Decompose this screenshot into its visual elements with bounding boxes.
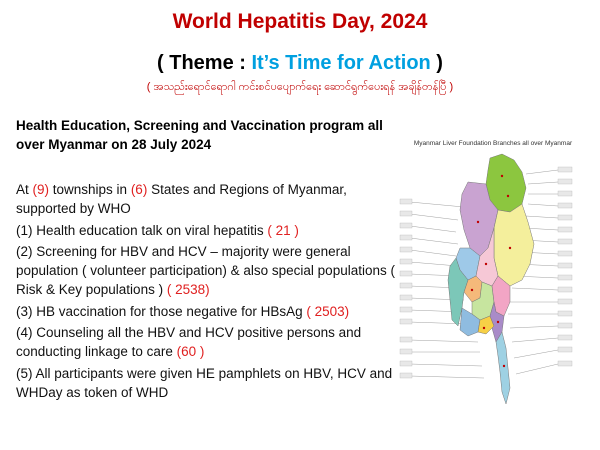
- map-regions: [448, 154, 534, 404]
- activity-item: [16, 221, 398, 240]
- activity-count: (60 ): [176, 344, 205, 359]
- activity-item: [16, 364, 398, 402]
- activity-count: ( 21 ): [267, 222, 299, 238]
- map-label-boxes-left: [400, 199, 412, 378]
- myanmar-map-graphic: [398, 152, 588, 417]
- activity-text: (3) HB vaccination for those negative for HBsAg: [16, 303, 307, 319]
- theme-translation: ( အသည်းရောင်ရောဂါ ကင်းစင်ပပျောက်ရေး ဆောင်ရွက်ပေးရန် အချိန်တန်ပြီ ): [146, 81, 454, 93]
- map-label-boxes-right: [558, 167, 572, 366]
- intro-text-b: townships in: [49, 182, 131, 197]
- page-title: World Hepatitis Day, 2024: [172, 10, 428, 33]
- activity-text: (1) Health education talk on viral hepatitis: [16, 222, 268, 238]
- activity-item: [16, 323, 398, 361]
- activity-item: [16, 302, 398, 321]
- intro-text-c: States and Regions of Myanmar, supported by WHO: [16, 182, 347, 216]
- myanmar-branches-map: [398, 140, 588, 415]
- theme-open: ( Theme :: [157, 52, 252, 74]
- states-count: (6): [130, 182, 148, 197]
- theme-close: ): [430, 52, 443, 74]
- activity-text: (2) Screening for HBV and HCV – majority were general population ( volunteer participation) & also special populations ( Risk & Key populations ): [16, 244, 395, 297]
- theme-highlight: It’s Time for Action: [251, 52, 431, 74]
- program-heading: Health Education, Screening and Vaccination program all over Myanmar on 28 July 2024: [16, 118, 383, 152]
- activity-count: ( 2538): [166, 282, 210, 297]
- intro-paragraph: [16, 180, 398, 218]
- activity-text: (5) All participants were given HE pamphlets on HBV, HCV and WHDay as token of WHD: [16, 365, 393, 400]
- program-details: [16, 180, 398, 404]
- activity-text: (4) Counseling all the HBV and HCV positive persons and conducting linkage to care: [16, 325, 362, 359]
- map-title: Myanmar Liver Foundation Branches all over Myanmar: [413, 140, 573, 147]
- theme-line: [0, 52, 600, 75]
- intro-text-a: At: [16, 182, 33, 197]
- townships-count: (9): [32, 182, 50, 197]
- activity-item: [16, 242, 398, 299]
- activity-count: ( 2503): [306, 303, 350, 319]
